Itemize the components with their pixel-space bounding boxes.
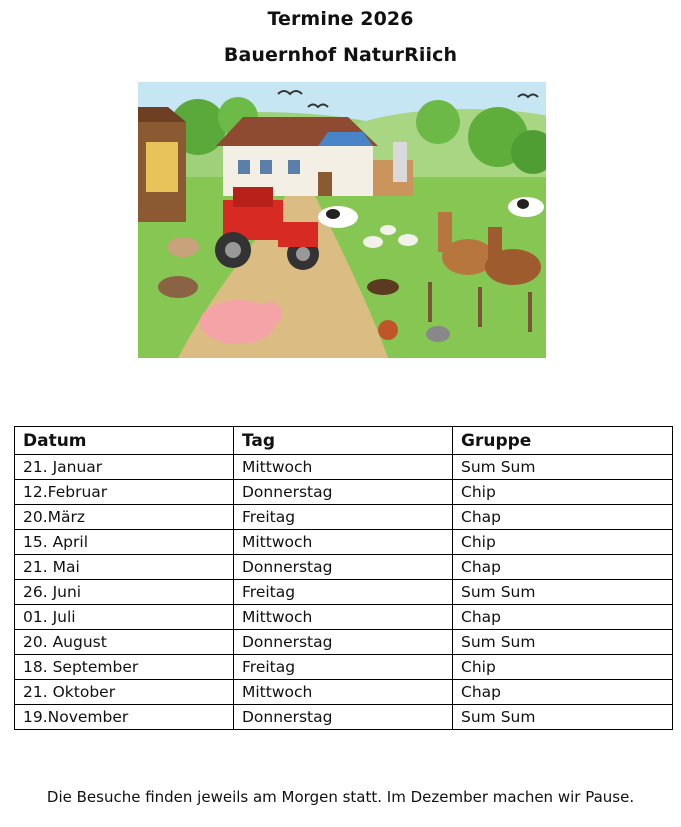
cell-datum: 01. Juli (15, 605, 234, 630)
header-gruppe: Gruppe (453, 427, 673, 455)
table-row (15, 605, 673, 630)
cell-datum: 21. Oktober (15, 680, 234, 705)
cell-gruppe: Sum Sum (453, 705, 673, 730)
cell-datum: 18. September (15, 655, 234, 680)
table-row (15, 655, 673, 680)
cell-datum: 21. Mai (15, 555, 234, 580)
cell-gruppe: Sum Sum (453, 630, 673, 655)
cell-tag: Donnerstag (234, 480, 453, 505)
table-row (15, 580, 673, 605)
table-row (15, 530, 673, 555)
cell-tag: Freitag (234, 655, 453, 680)
header-datum: Datum (15, 427, 234, 455)
header-tag: Tag (234, 427, 453, 455)
table-row (15, 505, 673, 530)
cell-tag: Freitag (234, 580, 453, 605)
footer-note: Die Besuche finden jeweils am Morgen statt. Im Dezember machen wir Pause. (46, 788, 635, 806)
table-row (15, 455, 673, 480)
cell-gruppe: Chap (453, 680, 673, 705)
cell-gruppe: Chip (453, 530, 673, 555)
cell-datum: 20. August (15, 630, 234, 655)
cell-tag: Donnerstag (234, 705, 453, 730)
cell-gruppe: Sum Sum (453, 580, 673, 605)
farm-illustration (138, 82, 546, 358)
cell-gruppe: Chap (453, 555, 673, 580)
table-header-row (15, 427, 673, 455)
table-row (15, 680, 673, 705)
cell-tag: Mittwoch (234, 455, 453, 480)
cell-datum: 21. Januar (15, 455, 234, 480)
cell-tag: Mittwoch (234, 605, 453, 630)
cell-gruppe: Chap (453, 505, 673, 530)
cell-tag: Donnerstag (234, 555, 453, 580)
page-title: Termine 2026 (267, 8, 414, 30)
table-row (15, 705, 673, 730)
table-row (15, 630, 673, 655)
cell-gruppe: Chip (453, 655, 673, 680)
schedule-table (14, 426, 673, 730)
page-subtitle: Bauernhof NaturRiich (223, 44, 458, 66)
cell-datum: 26. Juni (15, 580, 234, 605)
cell-tag: Freitag (234, 505, 453, 530)
cell-tag: Mittwoch (234, 680, 453, 705)
cell-gruppe: Chap (453, 605, 673, 630)
cell-datum: 19.November (15, 705, 234, 730)
cell-gruppe: Sum Sum (453, 455, 673, 480)
cell-tag: Mittwoch (234, 530, 453, 555)
table-row (15, 555, 673, 580)
cell-datum: 12.Februar (15, 480, 234, 505)
cell-datum: 15. April (15, 530, 234, 555)
cell-gruppe: Chip (453, 480, 673, 505)
cell-tag: Donnerstag (234, 630, 453, 655)
table-row (15, 480, 673, 505)
cell-datum: 20.März (15, 505, 234, 530)
